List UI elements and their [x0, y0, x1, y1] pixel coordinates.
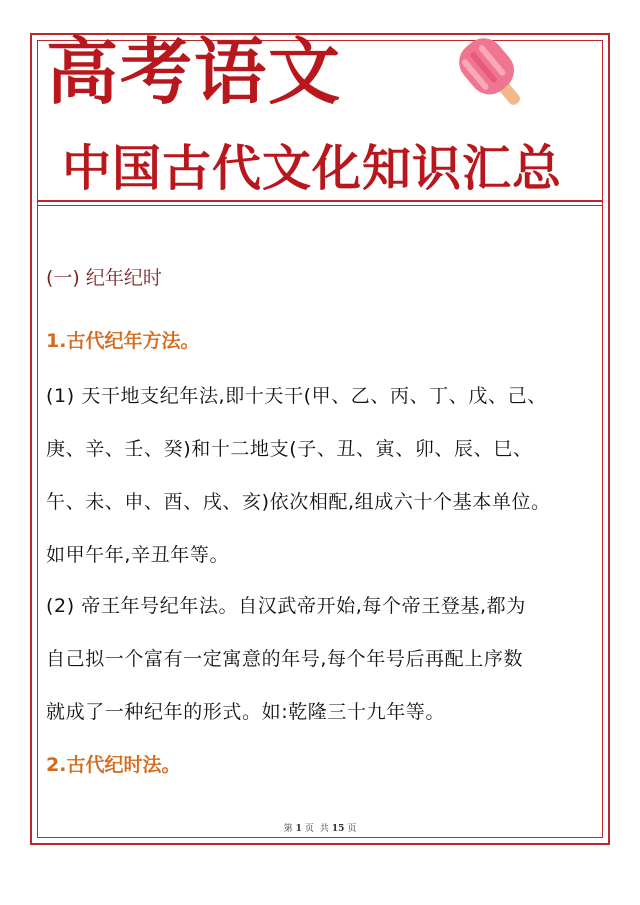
- subheading-time-methods: 2.古代纪时法。: [46, 754, 181, 776]
- text-line: 午、未、申、酉、戌、亥)依次相配,组成六十个基本单位。: [46, 491, 551, 513]
- header-divider-bottom: [37, 205, 603, 206]
- text-line: (2) 帝王年号纪年法。自汉武帝开始,每个帝王登基,都为: [46, 595, 526, 617]
- footer-label-di: 第: [283, 824, 293, 834]
- footer-label-gong: 共: [319, 824, 329, 834]
- page-subtitle: 中国古代文化知识汇总: [62, 139, 563, 197]
- paragraph-ganzhi: [46, 370, 602, 582]
- footer-label-ye: 页: [304, 824, 314, 834]
- section-heading: (一) 纪年纪时: [46, 267, 162, 289]
- header-divider-top: [37, 200, 603, 202]
- text-line: 就成了一种纪年的形式。如:乾隆三十九年等。: [46, 701, 446, 723]
- text-line: 如甲午年,辛丑年等。: [46, 544, 230, 566]
- popsicle-icon: [448, 34, 538, 114]
- page-footer: [0, 821, 640, 834]
- subheading-dating-methods: 1.古代纪年方法。: [46, 330, 200, 352]
- page-title: 高考语文: [46, 29, 343, 114]
- footer-label-ye2: 页: [347, 824, 357, 834]
- text-line: 庚、辛、壬、癸)和十二地支(子、丑、寅、卯、辰、巳、: [46, 438, 533, 460]
- footer-page-total: 15: [331, 824, 345, 834]
- text-line: (1) 天干地支纪年法,即十天干(甲、乙、丙、丁、戊、己、: [46, 385, 547, 407]
- text-line: 自己拟一个富有一定寓意的年号,每个年号后再配上序数: [46, 648, 524, 670]
- paragraph-era-names: [46, 580, 602, 739]
- footer-page-number: 1: [295, 824, 302, 834]
